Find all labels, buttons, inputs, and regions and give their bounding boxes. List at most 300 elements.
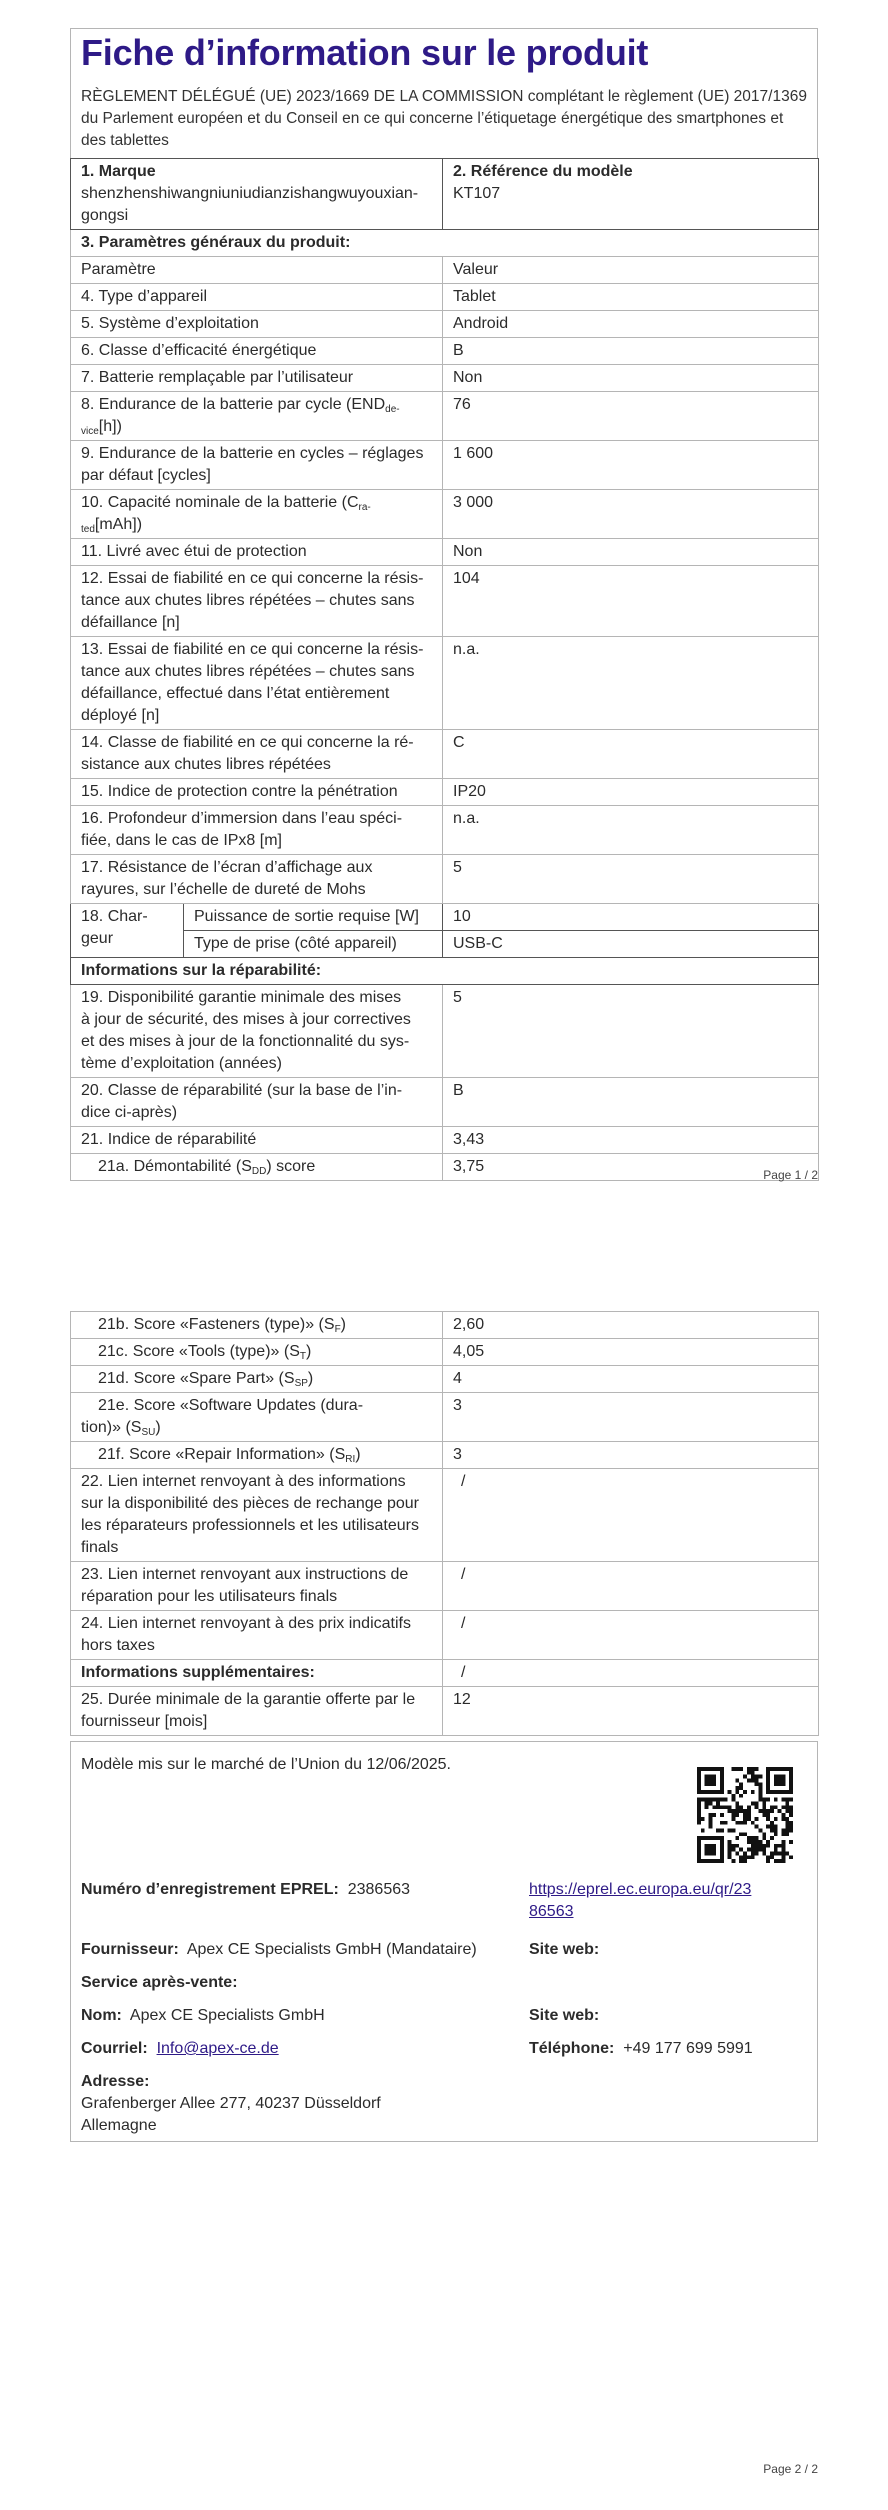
- qr-module: [766, 1825, 770, 1829]
- qr-module: [789, 1782, 793, 1786]
- qr-module: [743, 1817, 747, 1821]
- charger-power-label: Puissance de sortie requise [W]: [184, 904, 443, 931]
- qr-module: [789, 1775, 793, 1779]
- qr-module: [778, 1809, 782, 1813]
- row-value: Tablet: [443, 284, 819, 311]
- qr-module: [781, 1805, 785, 1809]
- qr-module: [747, 1840, 751, 1844]
- qr-module: [712, 1813, 716, 1817]
- qr-module: [778, 1767, 782, 1771]
- email-label: Courriel:: [81, 2040, 148, 2057]
- qr-module: [712, 1844, 716, 1848]
- row-value: Android: [443, 311, 819, 338]
- qr-module: [747, 1848, 751, 1852]
- row-label: 21c. Score «Tools (type)» $(S_T)$: [71, 1339, 443, 1366]
- row-value: 12: [443, 1687, 819, 1736]
- qr-module: [785, 1825, 789, 1829]
- qr-module: [697, 1805, 701, 1809]
- row-value: /: [443, 1469, 819, 1562]
- qr-module: [766, 1809, 770, 1813]
- qr-module: [716, 1802, 720, 1806]
- qr-module: [762, 1832, 766, 1836]
- qr-module: [743, 1813, 747, 1817]
- qr-module: [735, 1809, 739, 1813]
- qr-module: [785, 1805, 789, 1809]
- eprel-link-line1[interactable]: https://eprel.ec.europa.eu/qr/23: [529, 1881, 752, 1898]
- qr-module: [720, 1844, 724, 1848]
- qr-module: [712, 1782, 716, 1786]
- header-box: [70, 28, 818, 158]
- qr-module: [697, 1802, 701, 1806]
- qr-module: [766, 1813, 770, 1817]
- row-value: 76: [443, 392, 819, 441]
- qr-module: [751, 1775, 755, 1779]
- qr-module: [781, 1832, 785, 1836]
- table-row: [71, 284, 819, 311]
- qr-module: [720, 1775, 724, 1779]
- brand-cell: [71, 159, 443, 230]
- qr-module: [720, 1859, 724, 1863]
- qr-module: [716, 1836, 720, 1840]
- qr-module: [766, 1798, 770, 1802]
- qr-module: [720, 1771, 724, 1775]
- qr-module: [766, 1779, 770, 1783]
- qr-module: [766, 1844, 770, 1848]
- qr-module: [743, 1775, 747, 1779]
- qr-module: [709, 1782, 713, 1786]
- qr-module: [735, 1779, 739, 1783]
- qr-module: [762, 1848, 766, 1852]
- qr-module: [766, 1817, 770, 1821]
- qr-module: [720, 1855, 724, 1859]
- qr-module: [762, 1798, 766, 1802]
- table-row: [71, 1078, 819, 1127]
- general-heading-row: [71, 230, 819, 257]
- address-line1: Grafenberger Allee 277, 40237 Düsseldorf: [81, 2095, 381, 2112]
- qr-module: [720, 1848, 724, 1852]
- email-link[interactable]: Info@apex-ce.de: [156, 2040, 279, 2057]
- table-row: [71, 1611, 819, 1660]
- qr-module: [758, 1775, 762, 1779]
- qr-module: [728, 1855, 732, 1859]
- qr-module: [735, 1813, 739, 1817]
- qr-module: [755, 1844, 759, 1848]
- table-row: [71, 779, 819, 806]
- qr-module: [735, 1802, 739, 1806]
- row-label: 8. Endurance de la batterie par cycle ($END_{de-}$ $_{vice}$[h]): [71, 392, 443, 441]
- additional-heading-value: /: [443, 1660, 819, 1687]
- address-block: [81, 2071, 381, 2137]
- qr-module: [701, 1828, 705, 1832]
- qr-module: [789, 1825, 793, 1829]
- qr-module: [789, 1771, 793, 1775]
- qr-module: [697, 1836, 701, 1840]
- qr-module: [785, 1828, 789, 1832]
- qr-module: [720, 1805, 724, 1809]
- model-value: KT107: [453, 185, 501, 202]
- qr-module: [751, 1844, 755, 1848]
- qr-module: [774, 1851, 778, 1855]
- qr-module: [755, 1848, 759, 1852]
- row-label: 10. Capacité nominale de la batterie ($C_{ra-}$ $_{ted}$[mAh]): [71, 490, 443, 539]
- qr-module: [716, 1790, 720, 1794]
- page-number: Page 1 / 2: [763, 1168, 818, 1182]
- qr-module: [743, 1821, 747, 1825]
- qr-module: [762, 1851, 766, 1855]
- qr-module: [705, 1836, 709, 1840]
- qr-module: [751, 1836, 755, 1840]
- qr-module: [774, 1832, 778, 1836]
- qr-module: [789, 1779, 793, 1783]
- qr-module: [709, 1851, 713, 1855]
- qr-module: [720, 1798, 724, 1802]
- qr-module: [755, 1805, 759, 1809]
- qr-module: [709, 1802, 713, 1806]
- qr-module: [751, 1851, 755, 1855]
- row-label: 17. Résistance de l’écran d’affichage aux rayures, sur l’échelle de dureté de Mohs: [71, 855, 443, 904]
- qr-module: [758, 1809, 762, 1813]
- supplier-info-box: [70, 1741, 818, 2142]
- repair-heading-row: [71, 958, 819, 985]
- qr-module: [705, 1798, 709, 1802]
- qr-module: [774, 1790, 778, 1794]
- qr-module: [720, 1836, 724, 1840]
- qr-module: [781, 1855, 785, 1859]
- qr-module: [766, 1840, 770, 1844]
- qr-module: [778, 1775, 782, 1779]
- qr-module: [739, 1782, 743, 1786]
- qr-module: [770, 1767, 774, 1771]
- row-value: 3,75: [443, 1154, 819, 1181]
- qr-module: [709, 1779, 713, 1783]
- qr-module: [735, 1836, 739, 1840]
- qr-module: [720, 1786, 724, 1790]
- qr-module: [739, 1805, 743, 1809]
- qr-module: [732, 1798, 736, 1802]
- table-row: [71, 539, 819, 566]
- qr-module: [774, 1775, 778, 1779]
- table-row: [71, 566, 819, 637]
- qr-module: [766, 1775, 770, 1779]
- qr-module: [781, 1851, 785, 1855]
- qr-module: [755, 1782, 759, 1786]
- qr-module: [789, 1809, 793, 1813]
- qr-module: [785, 1809, 789, 1813]
- param-header-row: [71, 257, 819, 284]
- qr-module: [739, 1767, 743, 1771]
- qr-module: [747, 1813, 751, 1817]
- table-row: [71, 311, 819, 338]
- table-row: [71, 1562, 819, 1611]
- qr-module: [747, 1805, 751, 1809]
- qr-module: [728, 1809, 732, 1813]
- eprel-link-line2[interactable]: 86563: [529, 1903, 574, 1920]
- qr-module: [720, 1767, 724, 1771]
- row-label: 13. Essai de fiabilité en ce qui concerne la résis- tance aux chutes libres répétées – chutes sans défaillance, effectué dans l’état entièrement déployé [n]: [71, 637, 443, 730]
- eprel-link[interactable]: [529, 1879, 751, 1923]
- qr-module: [751, 1840, 755, 1844]
- qr-module: [728, 1805, 732, 1809]
- qr-module: [697, 1767, 701, 1771]
- qr-module: [739, 1855, 743, 1859]
- row-value: 1 600: [443, 441, 819, 490]
- qr-module: [705, 1802, 709, 1806]
- aftersales-website-label: Site web:: [529, 2007, 600, 2024]
- qr-module: [712, 1798, 716, 1802]
- qr-module: [774, 1825, 778, 1829]
- qr-module: [751, 1802, 755, 1806]
- qr-module: [739, 1859, 743, 1863]
- qr-module: [781, 1813, 785, 1817]
- charger-plug-label: Type de prise (côté appareil): [184, 931, 443, 958]
- qr-module: [778, 1851, 782, 1855]
- qr-module: [774, 1782, 778, 1786]
- qr-module: [778, 1844, 782, 1848]
- qr-module: [774, 1828, 778, 1832]
- name-line: [81, 2005, 325, 2027]
- qr-module: [716, 1798, 720, 1802]
- qr-module: [751, 1790, 755, 1794]
- qr-module: [766, 1790, 770, 1794]
- qr-module: [735, 1767, 739, 1771]
- row-label: 21b. Score «Fasteners (type)» $(S_F)$: [71, 1312, 443, 1339]
- qr-module: [697, 1813, 701, 1817]
- row-label: 23. Lien internet renvoyant aux instructions de réparation pour les utilisateurs finals: [71, 1562, 443, 1611]
- qr-module: [743, 1859, 747, 1863]
- model-cell: [443, 159, 819, 230]
- qr-module: [697, 1779, 701, 1783]
- qr-module: [697, 1771, 701, 1775]
- row-label: 21a. Démontabilité $(S_{DD})$ score: [71, 1154, 443, 1181]
- table-row: [71, 392, 819, 441]
- address-label: Adresse:: [81, 2073, 150, 2090]
- qr-module: [705, 1782, 709, 1786]
- qr-module: [697, 1851, 701, 1855]
- qr-module: [697, 1859, 701, 1863]
- qr-module: [755, 1825, 759, 1829]
- qr-module: [781, 1782, 785, 1786]
- row-label: 9. Endurance de la batterie en cycles – réglages par défaut [cycles]: [71, 441, 443, 490]
- table-row: [71, 1393, 819, 1442]
- qr-module: [789, 1786, 793, 1790]
- qr-module: [778, 1782, 782, 1786]
- qr-module: [728, 1840, 732, 1844]
- product-info-table-page2: [70, 1311, 819, 1736]
- supplier-website-label: Site web:: [529, 1941, 600, 1958]
- row-value: 4,05: [443, 1339, 819, 1366]
- qr-module: [720, 1821, 724, 1825]
- row-value: 3: [443, 1442, 819, 1469]
- qr-module: [732, 1844, 736, 1848]
- charger-row-power: [71, 904, 819, 931]
- qr-module: [724, 1798, 728, 1802]
- qr-module: [762, 1844, 766, 1848]
- qr-module: [739, 1794, 743, 1798]
- eprel-line: [81, 1879, 410, 1901]
- qr-module: [770, 1825, 774, 1829]
- qr-module: [720, 1813, 724, 1817]
- table-row: [71, 637, 819, 730]
- table-row: [71, 1154, 819, 1181]
- aftersales-label: Service après-vente:: [81, 1974, 238, 1991]
- qr-module: [747, 1836, 751, 1840]
- qr-module: [709, 1813, 713, 1817]
- qr-module: [735, 1851, 739, 1855]
- qr-module: [774, 1798, 778, 1802]
- qr-module: [705, 1775, 709, 1779]
- qr-module: [747, 1809, 751, 1813]
- qr-module: [705, 1767, 709, 1771]
- qr-module: [789, 1813, 793, 1817]
- qr-module: [789, 1790, 793, 1794]
- table-row: [71, 730, 819, 779]
- qr-module: [766, 1855, 770, 1859]
- row-value: Non: [443, 539, 819, 566]
- qr-module: [751, 1821, 755, 1825]
- row-label: 4. Type d’appareil: [71, 284, 443, 311]
- qr-module: [770, 1821, 774, 1825]
- qr-module: [709, 1817, 713, 1821]
- qr-module: [747, 1771, 751, 1775]
- qr-module: [758, 1844, 762, 1848]
- qr-module: [705, 1779, 709, 1783]
- qr-module: [758, 1794, 762, 1798]
- qr-module: [766, 1767, 770, 1771]
- page-title: Fiche d’information sur le produit: [81, 32, 649, 73]
- qr-module: [739, 1786, 743, 1790]
- qr-module: [781, 1798, 785, 1802]
- qr-module: [720, 1828, 724, 1832]
- qr-module: [732, 1767, 736, 1771]
- qr-module: [739, 1809, 743, 1813]
- qr-module: [758, 1790, 762, 1794]
- row-value: 3,43: [443, 1127, 819, 1154]
- qr-module: [770, 1828, 774, 1832]
- table-row: [71, 855, 819, 904]
- charger-power-value: 10: [443, 904, 819, 931]
- table-row: [71, 1312, 819, 1339]
- qr-module: [712, 1851, 716, 1855]
- charger-plug-value: USB-C: [443, 931, 819, 958]
- qr-module: [778, 1790, 782, 1794]
- qr-module: [735, 1844, 739, 1848]
- qr-module: [789, 1798, 793, 1802]
- market-date-text: Modèle mis sur le marché de l’Union du 12/06/2025.: [81, 1756, 451, 1773]
- qr-module: [785, 1798, 789, 1802]
- table-row: [71, 1687, 819, 1736]
- row-label: 16. Profondeur d’immersion dans l’eau spéci- fiée, dans le cas de IPx8 [m]: [71, 806, 443, 855]
- qr-module: [697, 1790, 701, 1794]
- qr-module: [743, 1790, 747, 1794]
- qr-module: [712, 1775, 716, 1779]
- qr-module: [732, 1859, 736, 1863]
- additional-heading-row: [71, 1660, 819, 1687]
- row-value: B: [443, 1078, 819, 1127]
- row-value: /: [443, 1562, 819, 1611]
- qr-module: [766, 1771, 770, 1775]
- qr-module: [789, 1821, 793, 1825]
- qr-module: [716, 1805, 720, 1809]
- qr-module: [720, 1782, 724, 1786]
- table-row: [71, 1469, 819, 1562]
- qr-module: [758, 1848, 762, 1852]
- phone-label: Téléphone:: [529, 2040, 615, 2057]
- qr-module: [732, 1813, 736, 1817]
- general-heading: 3. Paramètres généraux du produit:: [71, 230, 819, 257]
- row-value: /: [443, 1611, 819, 1660]
- qr-code-icon[interactable]: [697, 1767, 793, 1863]
- qr-module: [701, 1836, 705, 1840]
- value-header: Valeur: [443, 257, 819, 284]
- qr-module: [774, 1844, 778, 1848]
- qr-module: [712, 1836, 716, 1840]
- brand-label: 1. Marque: [81, 163, 156, 180]
- qr-module: [728, 1844, 732, 1848]
- table-row: [71, 490, 819, 539]
- qr-module: [697, 1848, 701, 1852]
- qr-module: [743, 1832, 747, 1836]
- qr-module: [758, 1798, 762, 1802]
- qr-module: [705, 1851, 709, 1855]
- qr-module: [732, 1794, 736, 1798]
- qr-module: [705, 1859, 709, 1863]
- qr-module: [705, 1848, 709, 1852]
- qr-module: [762, 1805, 766, 1809]
- qr-module: [732, 1848, 736, 1852]
- qr-module: [770, 1809, 774, 1813]
- qr-module: [747, 1767, 751, 1771]
- row-label: 21. Indice de réparabilité: [71, 1127, 443, 1154]
- qr-module: [789, 1767, 793, 1771]
- qr-module: [781, 1859, 785, 1863]
- qr-module: [789, 1828, 793, 1832]
- row-label: 21f. Score «Repair Information» $(S_{RI})$: [71, 1442, 443, 1469]
- qr-module: [766, 1782, 770, 1786]
- name-label: Nom:: [81, 2007, 122, 2024]
- table-row: [71, 1339, 819, 1366]
- brand-value-line2: gongsi: [81, 207, 129, 224]
- qr-module: [755, 1817, 759, 1821]
- qr-module: [743, 1809, 747, 1813]
- qr-module: [739, 1821, 743, 1825]
- row-value: 5: [443, 855, 819, 904]
- qr-module: [774, 1848, 778, 1852]
- qr-module: [785, 1790, 789, 1794]
- supplier-label: Fournisseur:: [81, 1941, 179, 1958]
- phone-value: +49 177 699 5991: [623, 2040, 753, 2057]
- qr-module: [728, 1828, 732, 1832]
- qr-module: [701, 1817, 705, 1821]
- qr-module: [697, 1840, 701, 1844]
- qr-module: [758, 1828, 762, 1832]
- qr-module: [762, 1802, 766, 1806]
- qr-module: [781, 1817, 785, 1821]
- qr-module: [712, 1805, 716, 1809]
- qr-module: [701, 1798, 705, 1802]
- row-value: 3: [443, 1393, 819, 1442]
- qr-module: [735, 1786, 739, 1790]
- qr-module: [781, 1779, 785, 1783]
- qr-module: [778, 1779, 782, 1783]
- qr-module: [728, 1790, 732, 1794]
- qr-module: [758, 1840, 762, 1844]
- row-value: Non: [443, 365, 819, 392]
- table-row: [71, 1442, 819, 1469]
- qr-module: [724, 1821, 728, 1825]
- qr-module: [778, 1859, 782, 1863]
- qr-module: [751, 1767, 755, 1771]
- qr-module: [697, 1798, 701, 1802]
